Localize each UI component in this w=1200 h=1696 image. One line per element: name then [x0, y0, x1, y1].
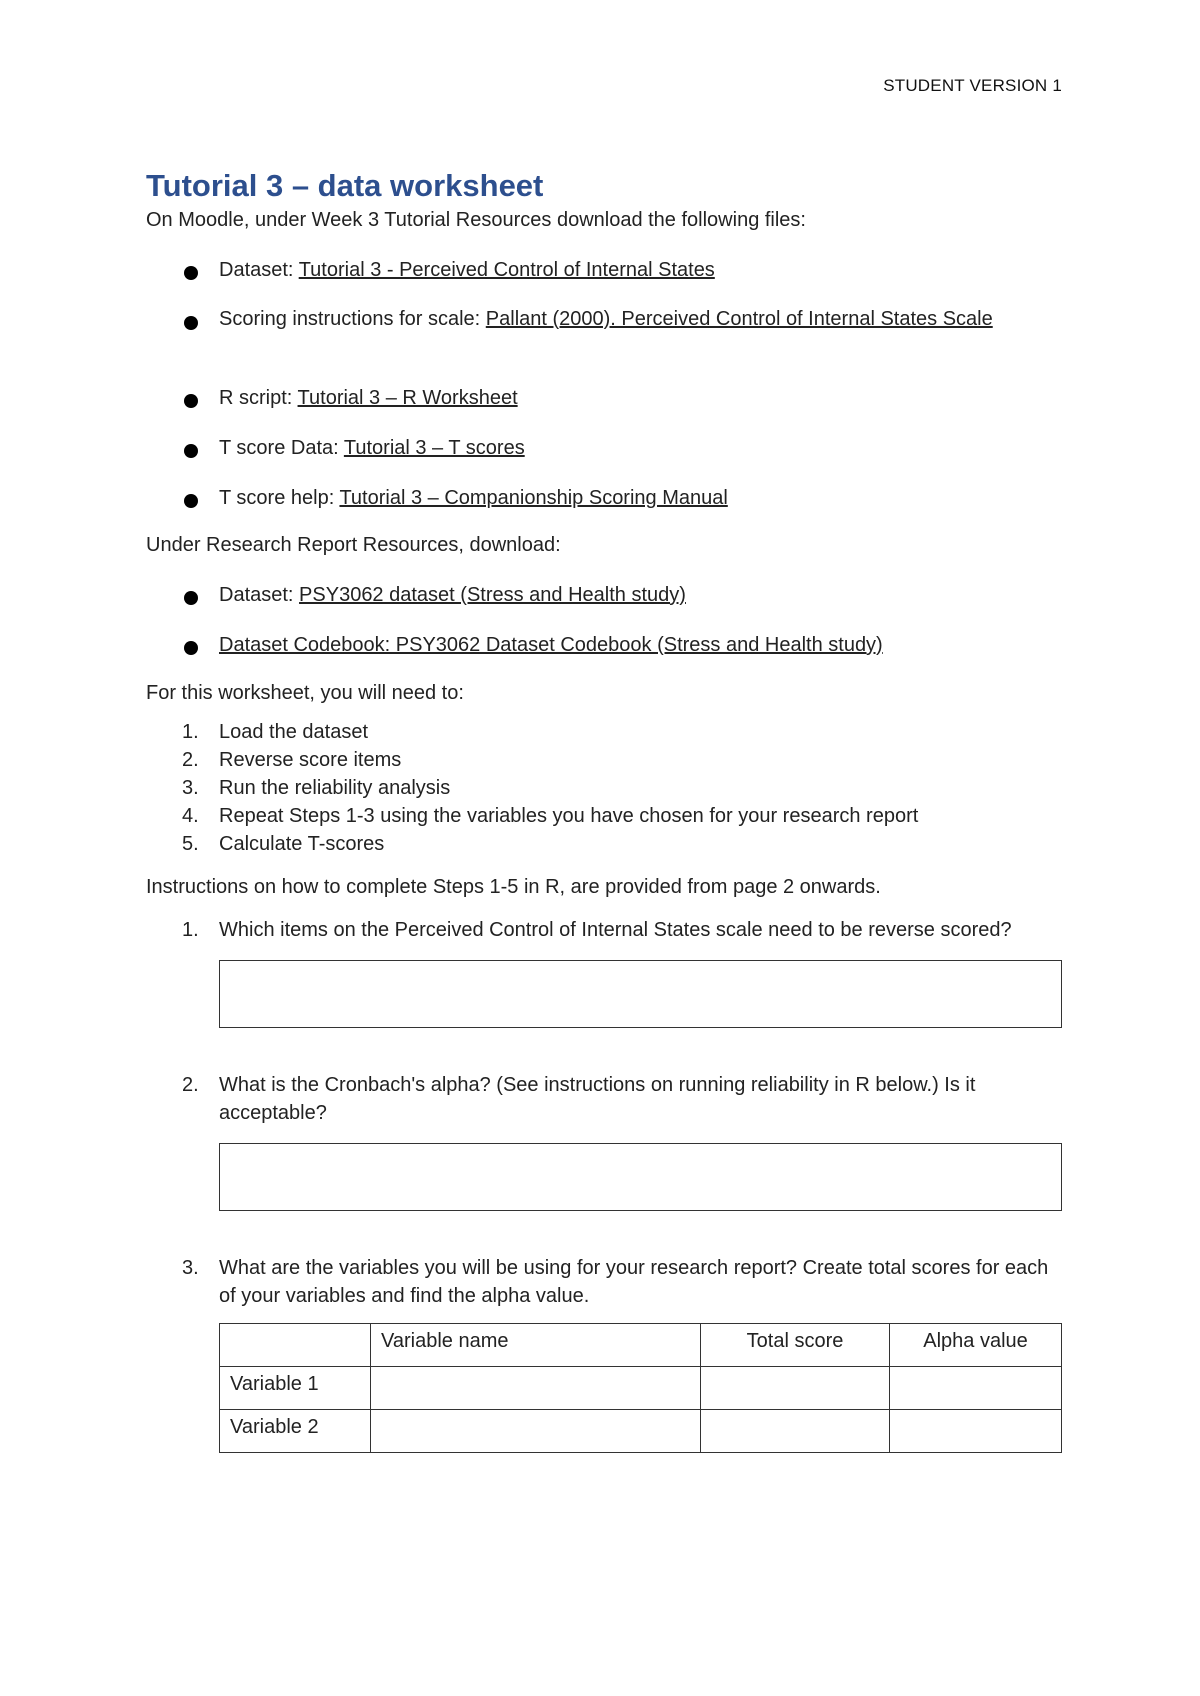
- variables-table: [219, 1323, 1062, 1453]
- table-header-cell: Alpha value: [890, 1324, 1062, 1367]
- step-item: 4. Repeat Steps 1-3 using the variables you have chosen for your research report: [182, 805, 919, 827]
- step-item: 2. Reverse score items: [182, 749, 402, 771]
- table-header-cell: Variable name: [371, 1324, 701, 1367]
- psy3062-dataset-link[interactable]: PSY3062 dataset (Stress and Health study): [299, 584, 686, 606]
- alpha-value-cell[interactable]: [890, 1410, 1062, 1453]
- table-header-row: [220, 1324, 1062, 1367]
- question-item: 3. What are the variables you will be using for your research report? Create total scores for each of your variables and find the alpha value.: [182, 1257, 1049, 1307]
- page-title: Tutorial 3 – data worksheet: [146, 168, 544, 203]
- question-item: 1. Which items on the Perceived Control of Internal States scale need to be reverse scored?: [182, 919, 1012, 941]
- question-item: 2. What is the Cronbach's alpha? (See instructions on running reliability in R below.) Is it acceptable?: [182, 1074, 976, 1124]
- table-row: [220, 1367, 1062, 1410]
- step-item: 5. Calculate T-scores: [182, 833, 385, 855]
- answer-box-question-2[interactable]: [219, 1143, 1062, 1211]
- table-row-label: Variable 1: [220, 1367, 371, 1410]
- list-item: R script: Tutorial 3 – R Worksheet: [146, 380, 1066, 430]
- question-2: [146, 1071, 1066, 1127]
- steps-list: [146, 718, 1066, 858]
- table-row-label: Variable 2: [220, 1410, 371, 1453]
- bullet-icon: [184, 641, 198, 655]
- t-score-data-link[interactable]: Tutorial 3 – T scores: [343, 437, 525, 459]
- answer-box-question-1[interactable]: [219, 960, 1062, 1028]
- bullet-icon: [184, 591, 198, 605]
- question-1: [146, 916, 1066, 944]
- total-score-cell[interactable]: [701, 1410, 890, 1453]
- codebook-link[interactable]: Dataset Codebook: PSY3062 Dataset Codebook (Stress and Health study): [219, 634, 883, 656]
- total-score-cell[interactable]: [701, 1367, 890, 1410]
- question-3: [146, 1254, 1066, 1310]
- list-item: Dataset: Tutorial 3 - Perceived Control of Internal States: [146, 252, 1066, 302]
- table-header-cell: [220, 1324, 371, 1367]
- list-item: T score Data: Tutorial 3 – T scores: [146, 430, 1066, 480]
- list-item: [146, 627, 1066, 677]
- variable-name-cell[interactable]: [371, 1367, 701, 1410]
- version-tag: STUDENT VERSION 1: [883, 76, 1062, 95]
- table-header-cell: Total score: [701, 1324, 890, 1367]
- step-item: 3. Run the reliability analysis: [182, 777, 451, 799]
- bullet-icon: [184, 394, 198, 408]
- instructions-note: Instructions on how to complete Steps 1-5 in R, are provided from page 2 onwards.: [146, 876, 881, 898]
- bullet-icon: [184, 494, 198, 508]
- table-row: [220, 1410, 1062, 1453]
- t-score-help-link[interactable]: Tutorial 3 – Companionship Scoring Manual: [339, 487, 728, 509]
- list-item: Dataset: PSY3062 dataset (Stress and Health study): [146, 577, 1066, 627]
- moodle-files-list: [146, 252, 1066, 530]
- alpha-value-cell[interactable]: [890, 1367, 1062, 1410]
- list-item: T score help: Tutorial 3 – Companionship Scoring Manual: [146, 480, 1066, 530]
- bullet-icon: [184, 316, 198, 330]
- variable-name-cell[interactable]: [371, 1410, 701, 1453]
- worksheet-intro-text: For this worksheet, you will need to:: [146, 682, 464, 704]
- r-script-link[interactable]: Tutorial 3 – R Worksheet: [297, 387, 518, 409]
- bullet-icon: [184, 444, 198, 458]
- scoring-instructions-link[interactable]: Pallant (2000). Perceived Control of Internal States Scale: [485, 308, 993, 330]
- research-files-list: [146, 577, 1066, 677]
- research-intro-text: Under Research Report Resources, download:: [146, 534, 561, 556]
- intro-text: On Moodle, under Week 3 Tutorial Resources download the following files:: [146, 209, 806, 231]
- bullet-icon: [184, 266, 198, 280]
- dataset-link[interactable]: Tutorial 3 - Perceived Control of Internal States: [298, 259, 715, 281]
- list-item: Scoring instructions for scale: Pallant (2000). Perceived Control of Internal States Scale: [146, 302, 1066, 380]
- worksheet-content: [146, 168, 1066, 1453]
- step-item: 1. Load the dataset: [182, 721, 369, 743]
